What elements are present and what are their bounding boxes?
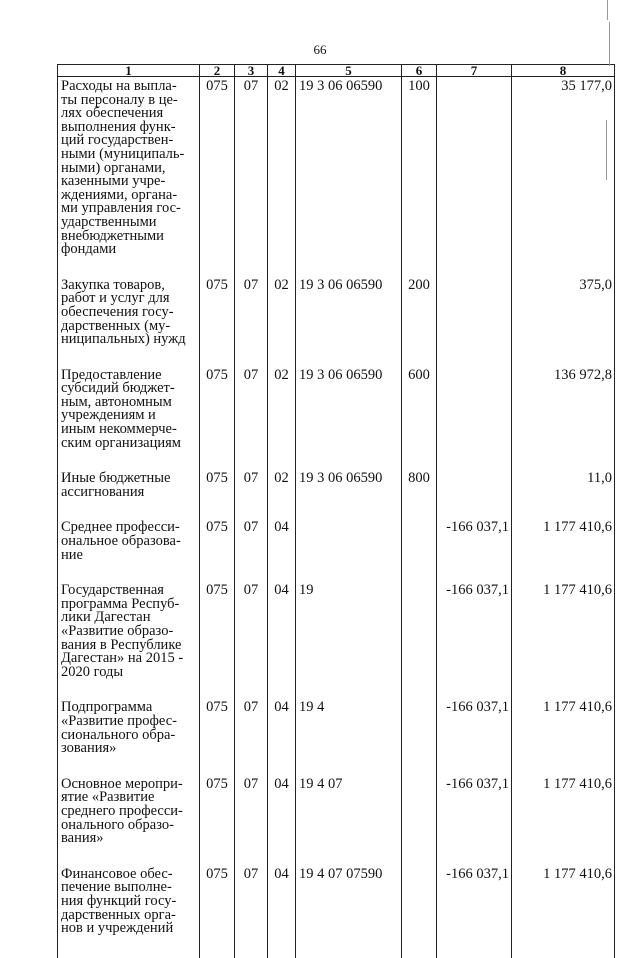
column-header: 2 (200, 65, 235, 77)
table-row (58, 701, 615, 777)
chapter-code-cell: 075 (200, 868, 235, 958)
chapter-code-cell: 075 (200, 472, 235, 521)
target-article-cell: 19 4 07 (296, 778, 402, 868)
table-row (58, 369, 615, 473)
target-article-cell: 19 (296, 584, 402, 701)
column-header: 3 (235, 65, 268, 77)
section-code-cell: 07 (235, 472, 268, 521)
chapter-code-cell: 075 (200, 521, 235, 584)
budget-table (57, 64, 615, 958)
subsection-code-cell: 04 (268, 584, 296, 701)
expense-type-cell (402, 868, 437, 958)
change-amount-cell: -166 037,1 (437, 584, 512, 701)
row-name-cell: Предоставление субсидий бюджет- ным, автономным учреждениям и иным некоммерче- ским организациям (58, 369, 200, 473)
column-header: 8 (512, 65, 615, 77)
column-header: 7 (437, 65, 512, 77)
chapter-code-cell: 075 (200, 584, 235, 701)
total-amount-cell: 11,0 (512, 472, 615, 521)
column-header: 6 (402, 65, 437, 77)
target-article-cell: 19 4 07 07590 (296, 868, 402, 958)
expense-type-cell: 200 (402, 279, 437, 369)
total-amount-cell: 1 177 410,6 (512, 584, 615, 701)
change-amount-cell (437, 472, 512, 521)
column-header: 4 (268, 65, 296, 77)
change-amount-cell (437, 369, 512, 473)
row-name-cell: Среднее професси- ональное образова- ние (58, 521, 200, 584)
expense-type-cell (402, 521, 437, 584)
table-row (58, 778, 615, 868)
change-amount-cell (437, 77, 512, 279)
section-code-cell: 07 (235, 584, 268, 701)
column-header: 1 (58, 65, 200, 77)
total-amount-cell: 1 177 410,6 (512, 521, 615, 584)
row-name-cell: Подпрограмма «Развитие профес- сионального обра- зования» (58, 701, 200, 777)
subsection-code-cell: 04 (268, 868, 296, 958)
total-amount-cell: 1 177 410,6 (512, 701, 615, 777)
total-amount-cell: 136 972,8 (512, 369, 615, 473)
scan-edge-mark (609, 22, 610, 66)
expense-type-cell (402, 584, 437, 701)
total-amount-cell: 35 177,0 (512, 77, 615, 279)
change-amount-cell: -166 037,1 (437, 521, 512, 584)
target-article-cell: 19 4 (296, 701, 402, 777)
subsection-code-cell: 04 (268, 778, 296, 868)
scan-edge-mark (607, 0, 608, 20)
subsection-code-cell: 02 (268, 77, 296, 279)
chapter-code-cell: 075 (200, 778, 235, 868)
change-amount-cell: -166 037,1 (437, 701, 512, 777)
table-row (58, 77, 615, 279)
chapter-code-cell: 075 (200, 701, 235, 777)
target-article-cell: 19 3 06 06590 (296, 279, 402, 369)
table-row (58, 868, 615, 958)
target-article-cell: 19 3 06 06590 (296, 472, 402, 521)
total-amount-cell: 1 177 410,6 (512, 778, 615, 868)
chapter-code-cell: 075 (200, 369, 235, 473)
section-code-cell: 07 (235, 778, 268, 868)
section-code-cell: 07 (235, 701, 268, 777)
column-header: 5 (296, 65, 402, 77)
row-name-cell: Государственная программа Респуб- лики Дагестан «Развитие образо- вания в Республике Дагестан» на 2015 - 2020 годы (58, 584, 200, 701)
subsection-code-cell: 04 (268, 521, 296, 584)
row-name-cell: Расходы на выпла- ты персоналу в це- лях обеспечения выполнения функ- ций государствен- ными (муниципаль- ными) органами, казенными учре- ждениями, органа- ми управления гос- ударственными внебюджетными фондами (58, 77, 200, 279)
subsection-code-cell: 02 (268, 472, 296, 521)
total-amount-cell: 375,0 (512, 279, 615, 369)
section-code-cell: 07 (235, 521, 268, 584)
table-header-row (58, 65, 615, 77)
total-amount-cell: 1 177 410,6 (512, 868, 615, 958)
change-amount-cell: -166 037,1 (437, 868, 512, 958)
scan-edge-mark (606, 120, 607, 180)
expense-type-cell: 100 (402, 77, 437, 279)
table-row (58, 279, 615, 369)
row-name-cell: Закупка товаров, работ и услуг для обеспечения госу- дарственных (му- ниципальных) нужд (58, 279, 200, 369)
page-number: 66 (313, 42, 327, 57)
row-name-cell: Иные бюджетные ассигнования (58, 472, 200, 521)
row-name-cell: Финансовое обес- печение выполне- ния функций госу- дарственных орга- нов и учреждений (58, 868, 200, 958)
table-row (58, 584, 615, 701)
section-code-cell: 07 (235, 369, 268, 473)
expense-type-cell (402, 778, 437, 868)
subsection-code-cell: 02 (268, 369, 296, 473)
table-row (58, 472, 615, 521)
section-code-cell: 07 (235, 868, 268, 958)
section-code-cell: 07 (235, 279, 268, 369)
chapter-code-cell: 075 (200, 279, 235, 369)
table-row (58, 521, 615, 584)
target-article-cell: 19 3 06 06590 (296, 369, 402, 473)
section-code-cell: 07 (235, 77, 268, 279)
expense-type-cell: 600 (402, 369, 437, 473)
row-name-cell: Основное меропри- ятие «Развитие среднего професси- онального образо- вания» (58, 778, 200, 868)
chapter-code-cell: 075 (200, 77, 235, 279)
expense-type-cell: 800 (402, 472, 437, 521)
target-article-cell: 19 3 06 06590 (296, 77, 402, 279)
expense-type-cell (402, 701, 437, 777)
change-amount-cell (437, 279, 512, 369)
subsection-code-cell: 04 (268, 701, 296, 777)
change-amount-cell: -166 037,1 (437, 778, 512, 868)
table-body (58, 77, 615, 958)
subsection-code-cell: 02 (268, 279, 296, 369)
target-article-cell (296, 521, 402, 584)
